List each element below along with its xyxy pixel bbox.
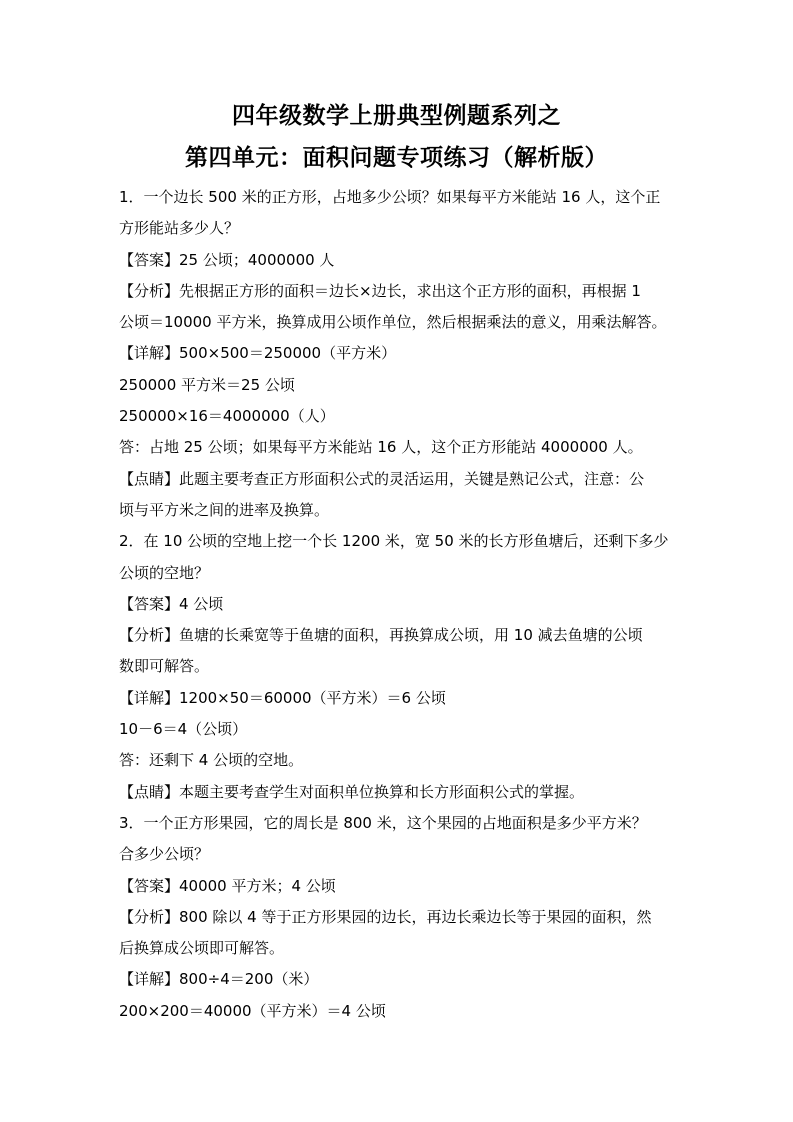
q2-analysis-line2: 数即可解答。 xyxy=(119,657,210,676)
document-body xyxy=(119,182,677,1027)
q3-detail-line2: 200×200＝40000（平方米）＝4 公顷 xyxy=(119,1001,386,1020)
q3-question-line1: 3．一个正方形果园，它的周长是 800 米，这个果园的占地面积是多少平方米？ xyxy=(119,813,647,832)
q1-analysis-line1: 【分析】先根据正方形的面积＝边长×边长，求出这个正方形的面积，再根据 1 xyxy=(119,281,641,300)
q1-comment-line2: 顷与平方米之间的进率及换算。 xyxy=(119,500,330,519)
q1-detail-line1: 【详解】500×500＝250000（平方米） xyxy=(119,344,397,363)
q2-conclusion: 答：还剩下 4 公顷的空地。 xyxy=(119,751,304,770)
document-subtitle: 第四单元：面积问题专项练习（解析版） xyxy=(185,145,608,171)
q2-answer: 【答案】4 公顷 xyxy=(119,594,224,613)
q1-analysis-line2: 公顷＝10000 平方米，换算成用公顷作单位，然后根据乘法的意义，用乘法解答。 xyxy=(119,313,667,332)
q1-conclusion: 答：占地 25 公顷；如果每平方米能站 16 人，这个正方形能站 4000000 人。 xyxy=(119,438,643,457)
q1-detail-line2: 250000 平方米＝25 公顷 xyxy=(119,375,295,394)
q3-question-line2: 合多少公顷？ xyxy=(119,845,210,864)
q1-comment-line1: 【点睛】此题主要考查正方形面积公式的灵活运用，关键是熟记公式，注意：公 xyxy=(119,469,645,488)
q1-question-line1: 1．一个边长 500 米的正方形，占地多少公顷？如果每平方米能站 16 人，这个正 xyxy=(119,188,661,206)
q3-answer: 【答案】40000 平方米；4 公顷 xyxy=(119,876,336,895)
q2-analysis-line1: 【分析】鱼塘的长乘宽等于鱼塘的面积，再换算成公顷，用 10 减去鱼塘的公顷 xyxy=(119,626,643,645)
q1-answer: 【答案】25 公顷；4000000 人 xyxy=(119,250,335,269)
document-title: 四年级数学上册典型例题系列之 xyxy=(232,103,561,129)
q2-comment: 【点睛】本题主要考查学生对面积单位换算和长方形面积公式的掌握。 xyxy=(119,782,585,801)
q2-question-line1: 2．在 10 公顷的空地上挖一个长 1200 米，宽 50 米的长方形鱼塘后，还剩下多少 xyxy=(119,532,669,551)
q2-detail-line1: 【详解】1200×50＝60000（平方米）＝6 公顷 xyxy=(119,688,446,707)
q3-analysis-line1: 【分析】800 除以 4 等于正方形果园的边长，再边长乘边长等于果园的面积，然 xyxy=(119,907,652,926)
q2-question-line2: 公顷的空地？ xyxy=(119,563,210,582)
q3-detail-line1: 【详解】800÷4＝200（米） xyxy=(119,970,319,989)
q1-question-line2: 方形能站多少人？ xyxy=(119,219,240,238)
q2-detail-line2: 10－6＝4（公顷） xyxy=(119,720,248,739)
q3-analysis-line2: 后换算成公顷即可解答。 xyxy=(119,939,285,958)
q1-detail-line3: 250000×16＝4000000（人） xyxy=(119,407,335,426)
